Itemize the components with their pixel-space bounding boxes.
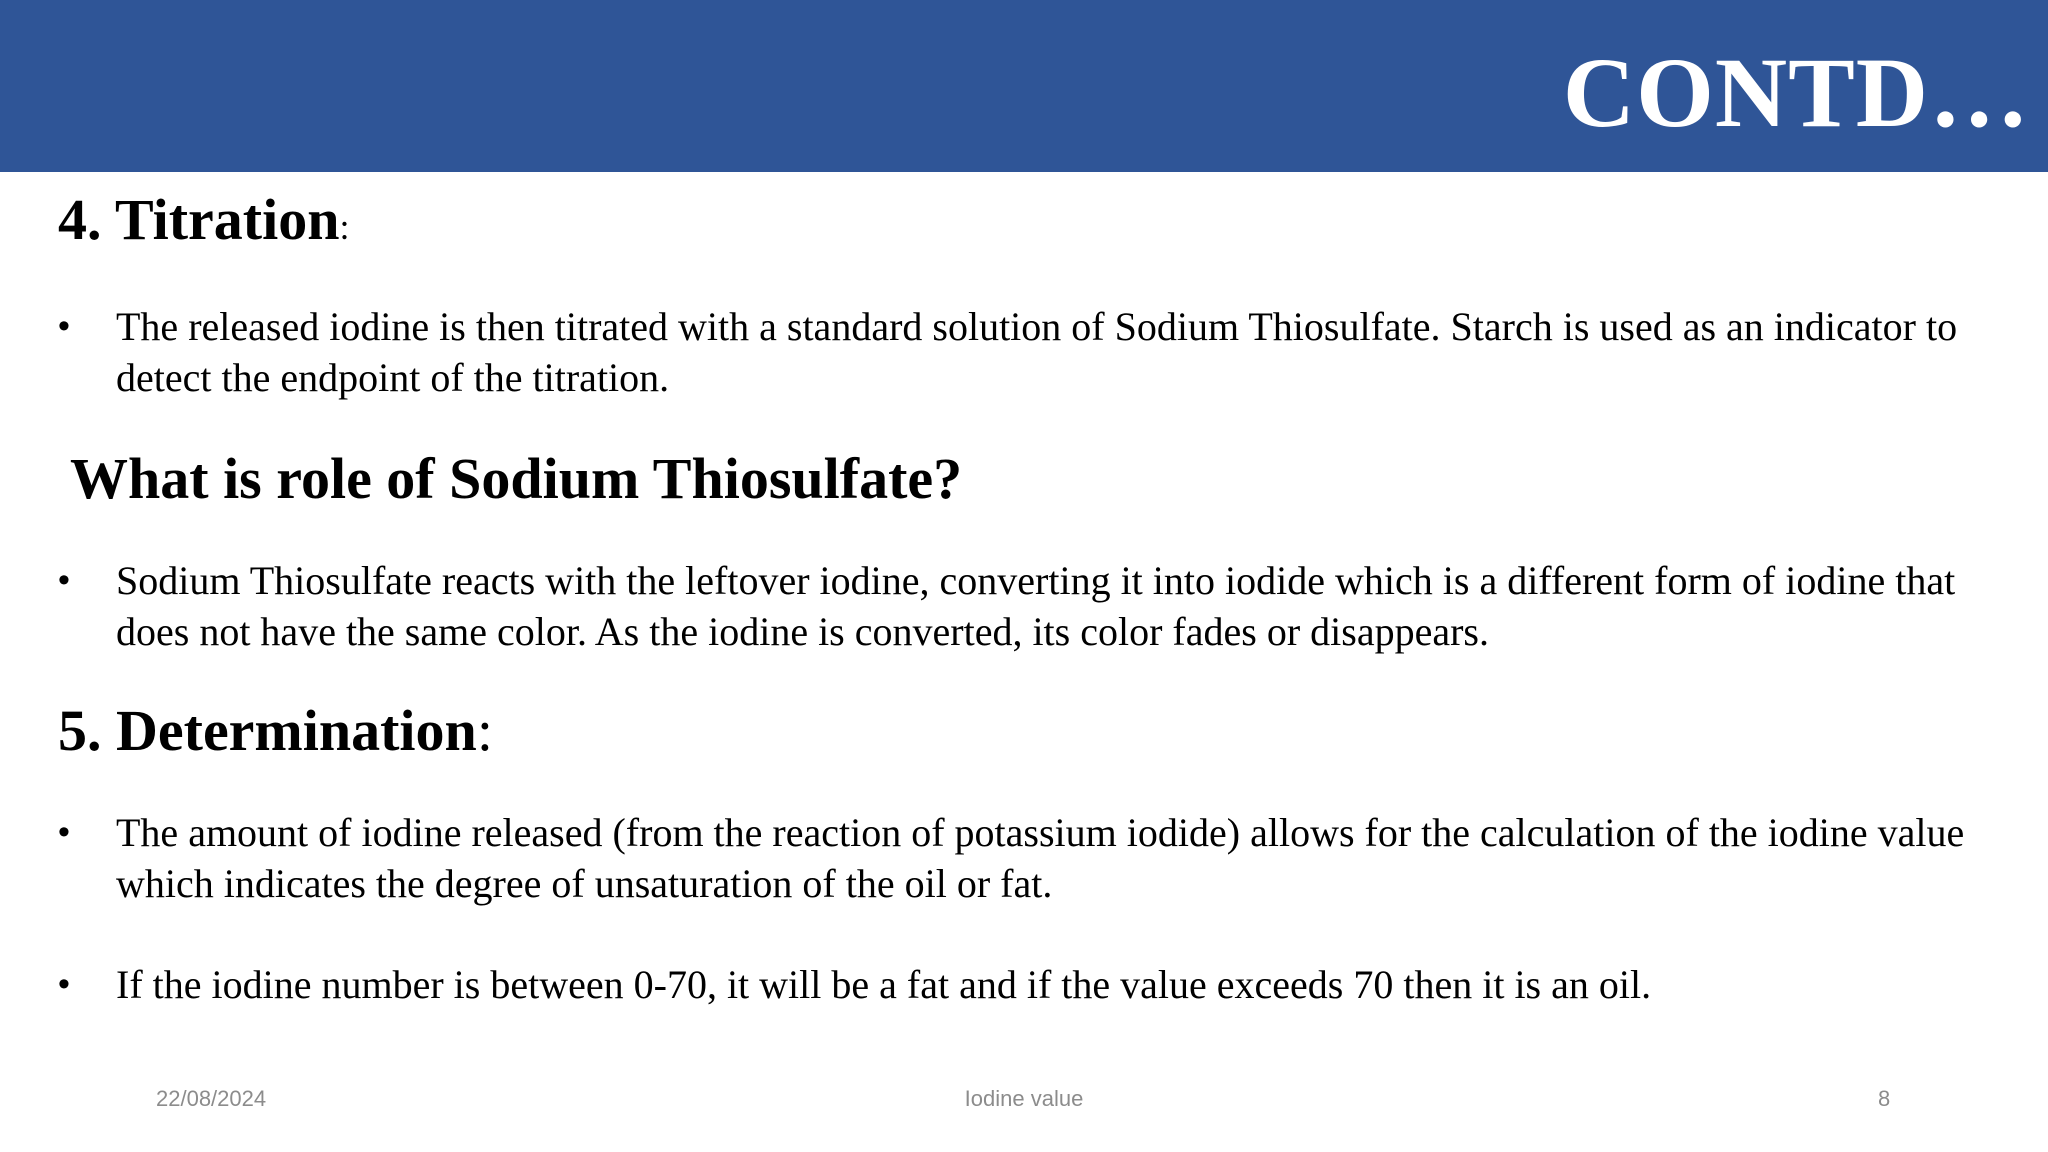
slide-title: CONTD… (1562, 37, 2030, 148)
title-bar (0, 0, 2048, 172)
bullet-titration-1 (58, 301, 1978, 403)
bullet-text: If the iodine number is between 0-70, it will be a fat and if the value exceeds 70 then it is an oil. (116, 962, 1652, 1007)
footer-page-number: 8 (1878, 1086, 1891, 1111)
bullet-symbol: • (58, 813, 70, 851)
bullet-text: The amount of iodine released (from the reaction of potassium iodide) allows for the calculation of the iodine value which indicates the degree of unsaturation of the oil or fat. (116, 810, 1965, 906)
heading-determination-colon: : (476, 698, 493, 763)
heading-determination (58, 695, 1978, 767)
heading-titration-text: 4. Titration (58, 187, 340, 252)
bullet-text: The released iodine is then titrated with a standard solution of Sodium Thiosulfate. Starch is used as an indicator to detect the endpoint of the titration. (116, 304, 1958, 400)
slide-content (58, 184, 1978, 1010)
heading-determination-text: 5. Determination (58, 698, 477, 763)
bullet-determination-2 (58, 959, 1978, 1010)
heading-titration (58, 184, 1978, 263)
footer-title: Iodine value (964, 1086, 1084, 1111)
bullet-symbol: • (58, 965, 70, 1003)
bullet-question-1 (58, 555, 1978, 657)
bullet-text: Sodium Thiosulfate reacts with the leftover iodine, converting it into iodide which is a different form of iodine that does not have the same color. As the iodine is converted, its color fades or disappears. (116, 558, 1956, 654)
bullet-symbol: • (58, 561, 70, 599)
bullet-symbol: • (58, 307, 70, 345)
heading-question (58, 443, 1978, 515)
bullet-determination-1 (58, 807, 1978, 909)
footer-date: 22/08/2024 (156, 1086, 267, 1111)
heading-question-text: What is role of Sodium Thiosulfate? (70, 446, 963, 511)
heading-titration-colon: : (339, 207, 350, 247)
